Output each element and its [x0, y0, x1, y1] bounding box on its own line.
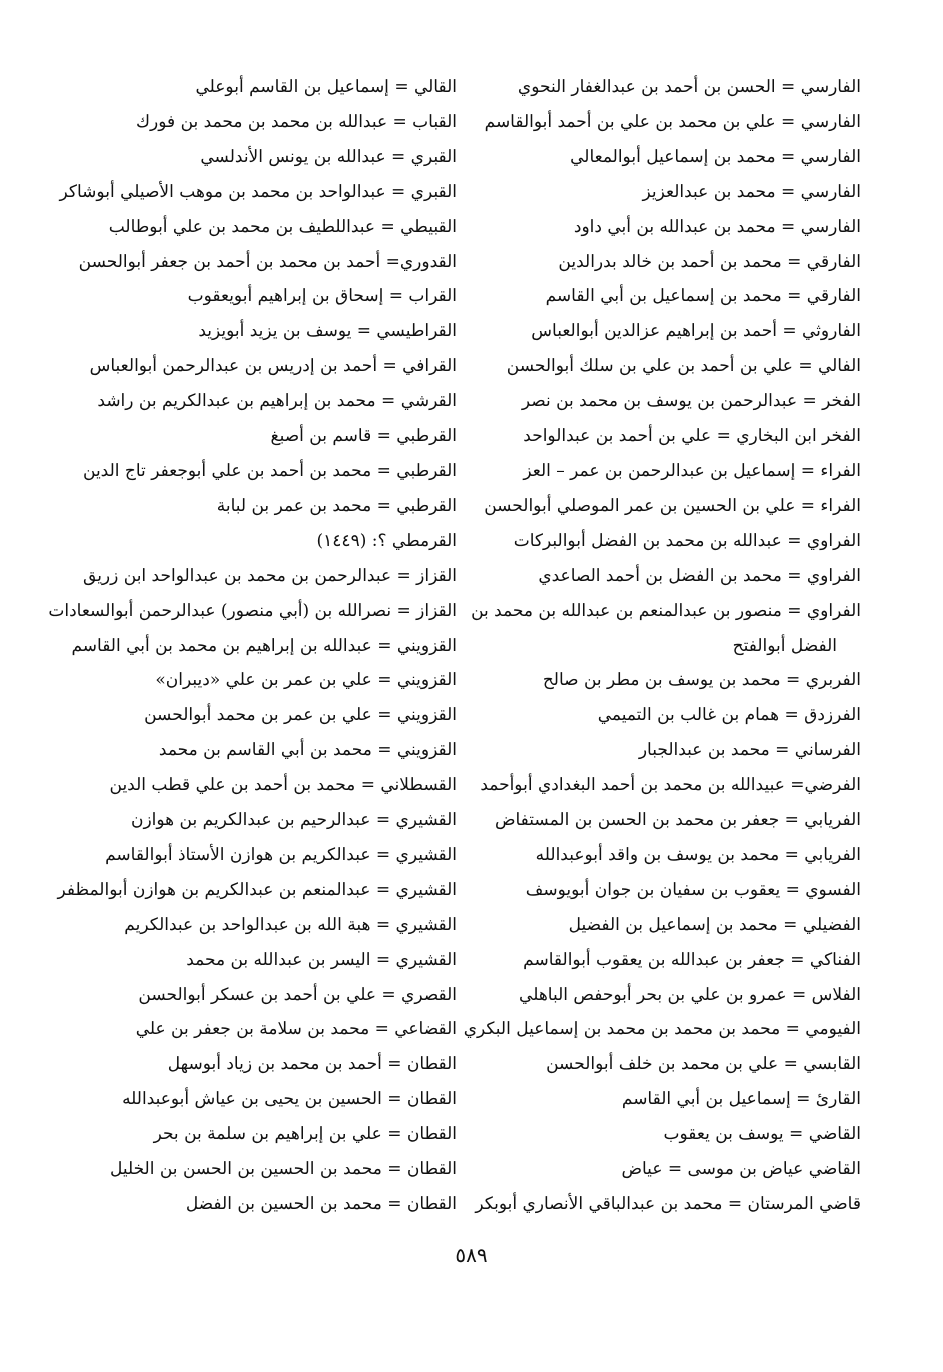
index-entry: القطان = الحسين بن يحيى بن عياش أبوعبدالله: [122, 1089, 457, 1110]
index-entry: الفلاس = عمرو بن علي بن بحر أبوحفص الباهلي: [519, 984, 861, 1005]
index-entry: الفاروثي = أحمد بن إبراهيم عزالدين أبوالعباس: [531, 321, 861, 342]
index-entry: القطان = أحمد بن محمد بن زياد أبوسهل: [167, 1054, 457, 1075]
index-entry: الفارسي = محمد بن عبدالعزيز: [642, 181, 861, 202]
index-entry: القطان = علي بن إبراهيم بن سلمة بن بحر: [153, 1124, 457, 1145]
index-entry: القزويني = محمد بن أبي القاسم بن محمد: [158, 740, 457, 761]
index-entry: الفراء = إسماعيل بن عبدالرحمن بن عمر – العز: [523, 460, 861, 481]
index-entry: الفريابي = جعفر بن محمد بن الحسن بن المستفاض: [494, 810, 861, 831]
index-entry: القبري = عبدالله بن يونس الأندلسي: [200, 146, 457, 167]
index-column-left: [48, 70, 457, 1222]
index-entry: القشيري = هبة الله بن عبدالواحد بن عبدالكريم: [124, 914, 457, 935]
index-entry: القشيري = عبدالكريم بن هوازن الأستاذ أبوالقاسم: [105, 844, 457, 865]
index-entry: الفالي = علي بن أحمد بن علي بن سلك أبوالحسن: [506, 356, 861, 377]
index-entry: الفناكي = جعفر بن عبدالله بن يعقوب أبوالقاسم: [523, 949, 861, 970]
index-entry: القطان = محمد بن الحسين بن الحسن بن الخليل: [109, 1159, 457, 1180]
continuation-text: الفضل أبوالفتح: [732, 635, 837, 656]
index-entry: الفخر = عبدالرحمن بن يوسف بن محمد بن نصر: [521, 391, 861, 412]
index-entry: الفارسي = محمد بن إسماعيل أبوالمعالي: [570, 146, 861, 167]
index-entry: الفارسي = علي بن محمد بن علي بن أحمد أبوالقاسم: [484, 111, 861, 132]
index-entry: القرمطي ؟: (١٤٤٩): [316, 530, 457, 551]
index-entry: القضاعي = محمد بن سلامة بن جعفر بن علي: [135, 1019, 457, 1040]
index-entry: القشيري = عبدالمنعم بن عبدالكريم بن هوازن أبوالمظفر: [57, 879, 457, 900]
index-entry: القاضي عياض بن موسى = عياض: [621, 1159, 861, 1180]
index-entry: القطان = محمد بن الحسين بن الفضل: [185, 1194, 457, 1214]
index-entry: الفسوي = يعقوب بن سفيان بن جوان أبويوسف: [525, 879, 861, 900]
index-entry: القالي = إسماعيل بن القاسم أبوعلي: [195, 77, 457, 97]
index-entry: الفيومي = محمد بن محمد بن محمد بن إسماعيل البكري: [463, 1019, 861, 1040]
index-entry: القزويني = عبدالله بن إبراهيم بن محمد بن أبي القاسم: [71, 635, 457, 656]
index-entry: الفرزدق = همام بن غالب بن التميمي: [597, 705, 861, 726]
index-entry: الفريابي = محمد بن يوسف بن واقد أبوعبدالله: [535, 844, 861, 865]
index-entry: القرطبي = قاسم بن أصبغ: [270, 426, 457, 447]
index-entry: الفارقي = محمد بن أحمد بن خالد بدرالدين: [558, 251, 861, 272]
index-entry: قاضي المرستان = محمد بن عبدالباقي الأنصاري أبوبكر: [475, 1194, 861, 1214]
index-entry: الفارسي = الحسن بن أحمد بن عبدالغفار النحوي: [517, 77, 861, 97]
index-entry: القاضي = يوسف بن يعقوب: [663, 1124, 861, 1145]
index-entry: القدوري= أحمد بن محمد بن أحمد بن جعفر أبوالحسن: [78, 251, 457, 272]
index-entry: الفخر ابن البخاري = علي بن أحمد بن عبدالواحد: [523, 426, 861, 447]
index-entry: القزاز = عبدالرحمن بن محمد بن عبدالواحد ابن زريق: [83, 565, 457, 586]
index-column-right: [463, 70, 861, 1222]
index-entry: القراطيسي = يوسف بن يزيد أبويزيد: [198, 321, 457, 342]
index-entry: القرطبي = محمد بن أحمد بن علي أبوجعفر تاج الدين: [83, 460, 457, 481]
index-entry: الفارسي = محمد بن عبدالله بن أبي داود: [573, 216, 861, 237]
index-entry: القسطلاني = محمد بن أحمد بن علي قطب الدين: [109, 775, 457, 796]
index-entry: القزويني = علي بن عمر بن علي «ديبران»: [155, 670, 457, 691]
index-entry: الفربري = محمد بن يوسف بن مطر بن صالح: [542, 670, 861, 691]
index-entry: القارئ = إسماعيل بن أبي القاسم: [621, 1089, 861, 1110]
index-entry: القرافي = أحمد بن إدريس بن عبدالرحمن أبوالعباس: [89, 356, 457, 377]
index-entry: القبري = عبدالواحد بن محمد بن موهب الأصيلي أبوشاكر: [59, 181, 457, 202]
index-entry: القرطبي = محمد بن عمر بن لبابة: [216, 495, 457, 516]
index-entry: القزويني = علي بن عمر بن محمد أبوالحسن: [144, 705, 457, 726]
index-entry: الفضيلي = محمد بن إسماعيل بن الفضيل: [568, 914, 861, 935]
index-entry: القابسي = علي بن محمد بن خلف أبوالحسن: [546, 1054, 861, 1075]
index-entry: الفرضي= عبيدالله بن محمد بن أحمد البغدادي أبوأحمد: [480, 775, 861, 796]
index-entry: الفراء = علي بن الحسين بن عمر الموصلي أبوالحسن: [484, 495, 861, 516]
index-entry: الفراوي = منصور بن عبدالمنعم بن عبدالله بن محمد بن: [471, 600, 861, 621]
index-entry: القرشي = محمد بن إبراهيم بن عبدالكريم بن راشد: [97, 391, 457, 412]
index-entry: الفارقي = محمد بن إسماعيل بن أبي القاسم: [545, 286, 861, 307]
index-entry: الفرساني = محمد بن عبدالجبار: [638, 740, 861, 761]
index-entry: القصري = علي بن أحمد بن عسكر أبوالحسن: [138, 984, 457, 1005]
index-entry: القزاز = نصرالله بن (أبي منصور) عبدالرحمن أبوالسعادات: [48, 600, 457, 621]
index-entry: القباب = عبدالله بن محمد بن محمد بن فورك: [136, 111, 457, 132]
index-entry: القشيري = اليسر بن عبدالله بن محمد: [186, 949, 457, 970]
index-entry: القراب = إسحاق بن إبراهيم أبويعقوب: [187, 286, 457, 307]
index-entry: القشيري = عبدالرحيم بن عبدالكريم بن هوازن: [130, 810, 457, 831]
index-entry: الفراوي = عبدالله بن محمد بن الفضل أبوالبركات: [513, 530, 861, 551]
index-entry: القبيطي = عبداللطيف بن محمد بن علي أبوطالب: [108, 216, 457, 237]
index-entry-continuation: [471, 629, 861, 664]
index-entry: الفراوي = محمد بن الفضل بن أحمد الصاعدي: [538, 565, 861, 586]
page-number: ٥٨٩: [455, 1243, 488, 1267]
